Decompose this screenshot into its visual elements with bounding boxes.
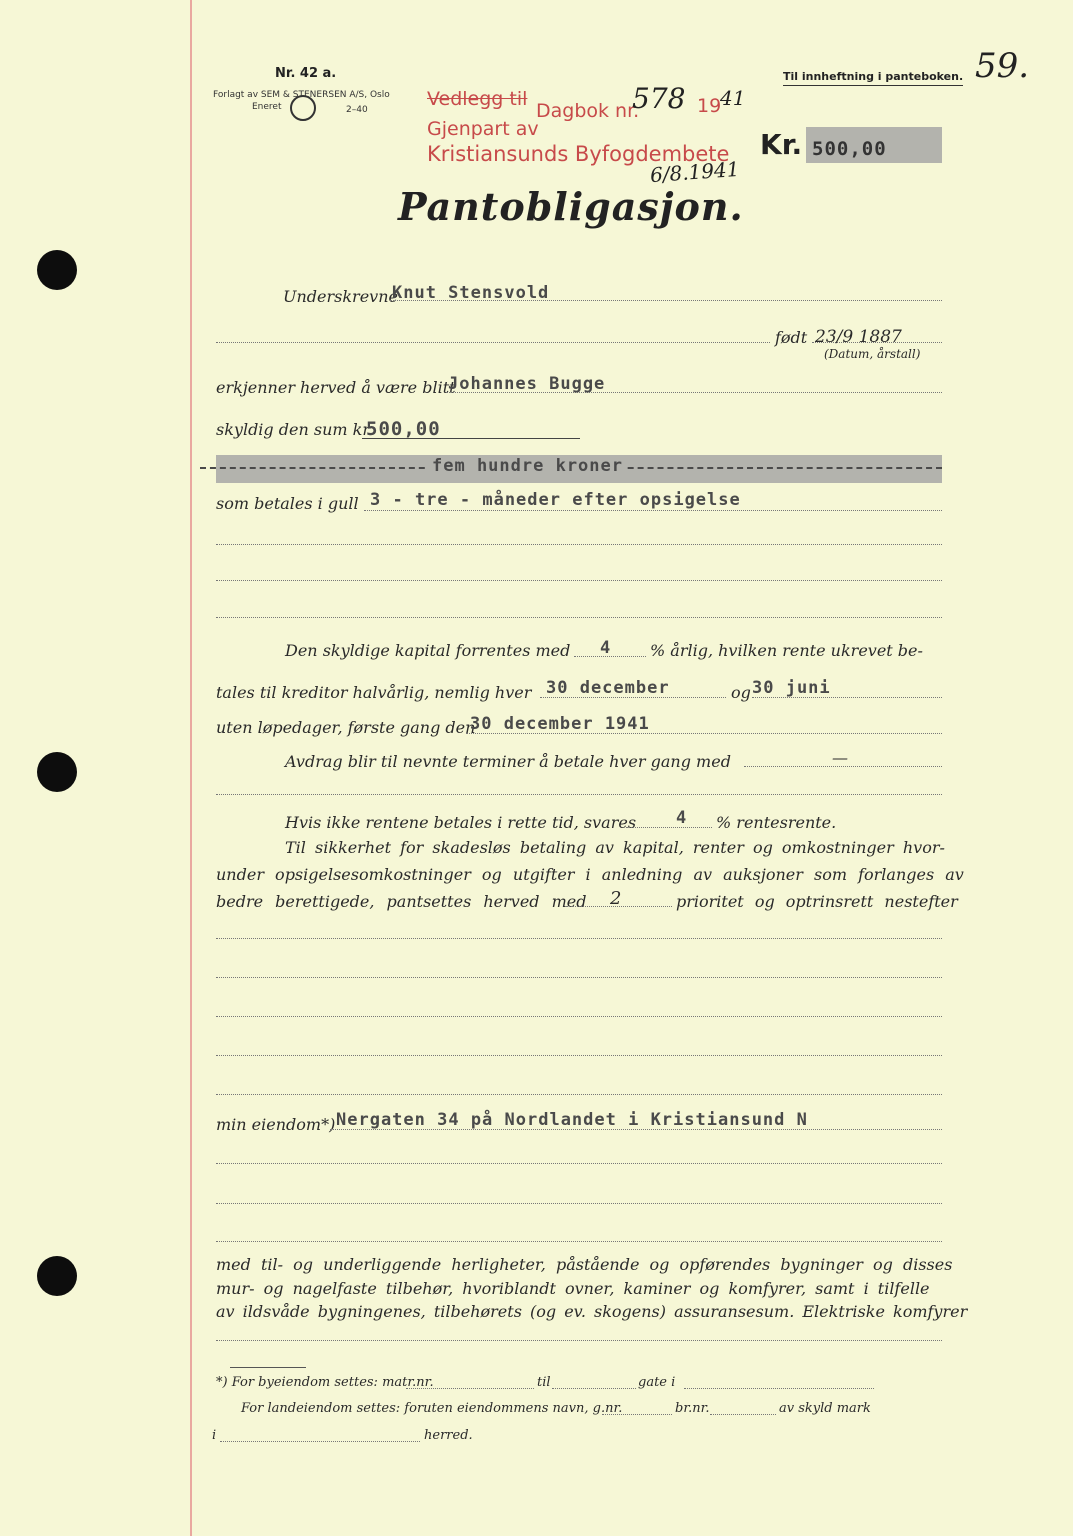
page-title: Pantobligasjon. bbox=[398, 184, 744, 229]
punch-hole bbox=[37, 1256, 77, 1296]
fill-line bbox=[602, 1414, 672, 1415]
sum-value: 500,00 bbox=[366, 418, 441, 440]
page-number: 59. bbox=[975, 46, 1030, 86]
footnote-skyld: av skyld mark bbox=[779, 1401, 871, 1416]
late-text-2: % rentesrente. bbox=[716, 813, 837, 832]
top-right-note: Til innheftning i panteboken. bbox=[783, 70, 963, 86]
publisher-line: Forlagt av SEM & STENERSEN A/S, Oslo bbox=[213, 90, 390, 100]
undersigned-label: Underskrevne bbox=[283, 287, 398, 306]
interest-text-2: % årlig, hvilken rente ukrevet be- bbox=[650, 641, 923, 660]
dagbok-number: 578 bbox=[632, 82, 686, 115]
property-value: Nergaten 34 på Nordlandet i Kristiansund N bbox=[336, 1110, 808, 1130]
closing-line-2: mur- og nagelfaste tilbehør, hvoriblandt ovner, kaminer og komfyrer, samt i tilfelle bbox=[216, 1279, 930, 1298]
payable-label: som betales i gull bbox=[216, 494, 359, 513]
acknowledge-label: erkjenner herved å være blitt bbox=[216, 378, 456, 397]
blank-line bbox=[216, 1016, 942, 1017]
born-label: født bbox=[775, 328, 808, 347]
property-label: min eiendom*) bbox=[216, 1115, 336, 1134]
blank-line bbox=[216, 1094, 942, 1095]
footnote-brnr: br.nr. bbox=[675, 1401, 710, 1416]
fill-line bbox=[216, 342, 770, 343]
interest-rate: 4 bbox=[600, 638, 612, 658]
punch-hole bbox=[37, 752, 77, 792]
fill-line bbox=[684, 1388, 874, 1389]
closing-line-3: av ildsvåde bygningenes, tilbehørets (og ev. skogens) assuransesum. Elektriske komfyrer bbox=[216, 1302, 968, 1321]
owes-label: skyldig den sum kr. bbox=[216, 420, 374, 439]
publisher-logo bbox=[290, 95, 316, 121]
late-text: Hvis ikke rentene betales i rette tid, svares bbox=[285, 813, 637, 832]
footnote-line-1: *) For byeiendom settes: matr.nr. bbox=[216, 1375, 434, 1390]
installment-value: — bbox=[832, 748, 848, 767]
footnote-street: gate i bbox=[638, 1375, 676, 1390]
payable-value: 3 - tre - måneder efter opsigelse bbox=[370, 490, 741, 510]
blank-line bbox=[216, 1055, 942, 1056]
fill-line bbox=[552, 1388, 636, 1389]
footnote-to: til bbox=[537, 1375, 551, 1390]
security-line-3: bedre berettigede, pantsettes herved med bbox=[216, 892, 587, 911]
footnote-rule bbox=[230, 1367, 306, 1368]
pay-and: og bbox=[731, 683, 751, 702]
first-date: 30 december 1941 bbox=[470, 714, 650, 734]
fill-line bbox=[364, 510, 942, 511]
footnote-line-2: For landeiendom settes: foruten eiendommens navn, g.nr. bbox=[241, 1401, 623, 1416]
footnote-line-3: i bbox=[212, 1428, 217, 1443]
security-line-1: Til sikkerhet for skadesløs betaling av kapital, renter og omkostninger hvor- bbox=[285, 838, 945, 857]
pay-date-2: 30 juni bbox=[752, 678, 831, 698]
amount-value: 500,00 bbox=[812, 138, 887, 160]
sum-words: fem hundre kroner bbox=[428, 456, 627, 476]
first-text: uten løpedager, første gang den bbox=[216, 718, 476, 737]
installment-text: Avdrag blir til nevnte terminer å betale hver gang med bbox=[285, 752, 731, 771]
blank-line bbox=[216, 938, 942, 939]
blank-line bbox=[216, 1203, 942, 1204]
blank-line bbox=[216, 794, 942, 795]
late-rate: 4 bbox=[676, 808, 688, 828]
fill-line bbox=[406, 1388, 534, 1389]
margin-line bbox=[190, 0, 192, 1536]
blank-line bbox=[216, 617, 942, 618]
dagbok-year-hand: 41 bbox=[720, 86, 746, 110]
edition: 2–40 bbox=[346, 105, 368, 115]
security-line-3b: prioritet og optrinsrett nestefter bbox=[676, 892, 958, 911]
blank-line bbox=[216, 1241, 942, 1242]
stamp-date: 6/8.1941 bbox=[649, 156, 741, 188]
punch-hole bbox=[37, 250, 77, 290]
stamp-dagbok: Dagbok nr. bbox=[536, 100, 640, 122]
stamp-office: Kristiansunds Byfogdembete bbox=[427, 142, 730, 166]
creditor-value: Johannes Bugge bbox=[448, 374, 606, 394]
publisher-line-2: Eneret bbox=[252, 102, 282, 112]
blank-line bbox=[216, 977, 942, 978]
born-value: 23/9 1887 bbox=[815, 327, 902, 347]
fill-line bbox=[710, 1414, 776, 1415]
undersigned-value: Knut Stensvold bbox=[392, 283, 550, 303]
pay-text: tales til kreditor halvårlig, nemlig hver bbox=[216, 683, 532, 702]
amount-label: Kr. bbox=[760, 128, 803, 161]
dagbok-year: 19 bbox=[697, 95, 722, 117]
priority-value: 2 bbox=[610, 888, 622, 909]
blank-line bbox=[216, 1163, 942, 1164]
blank-line bbox=[216, 1340, 942, 1341]
stamp-vedlegg: Vedlegg til bbox=[427, 88, 528, 110]
fill-line bbox=[220, 1441, 420, 1442]
blank-line bbox=[216, 580, 942, 581]
stamp-gjenpart: Gjenpart av bbox=[427, 118, 539, 140]
footnote-herred: herred. bbox=[424, 1428, 473, 1443]
blank-line bbox=[216, 544, 942, 545]
born-hint: (Datum, årstall) bbox=[824, 347, 921, 361]
fill-line bbox=[626, 827, 712, 828]
pay-date-1: 30 december bbox=[546, 678, 670, 698]
form-number: Nr. 42 a. bbox=[275, 66, 337, 81]
interest-text: Den skyldige kapital forrentes med bbox=[285, 641, 571, 660]
closing-line-1: med til- og underliggende herligheter, påstående og opførendes bygninger og disses bbox=[216, 1255, 953, 1274]
security-line-2: under opsigelsesomkostninger og utgifter i anledning av auksjoner som forlanges av bbox=[216, 865, 964, 884]
